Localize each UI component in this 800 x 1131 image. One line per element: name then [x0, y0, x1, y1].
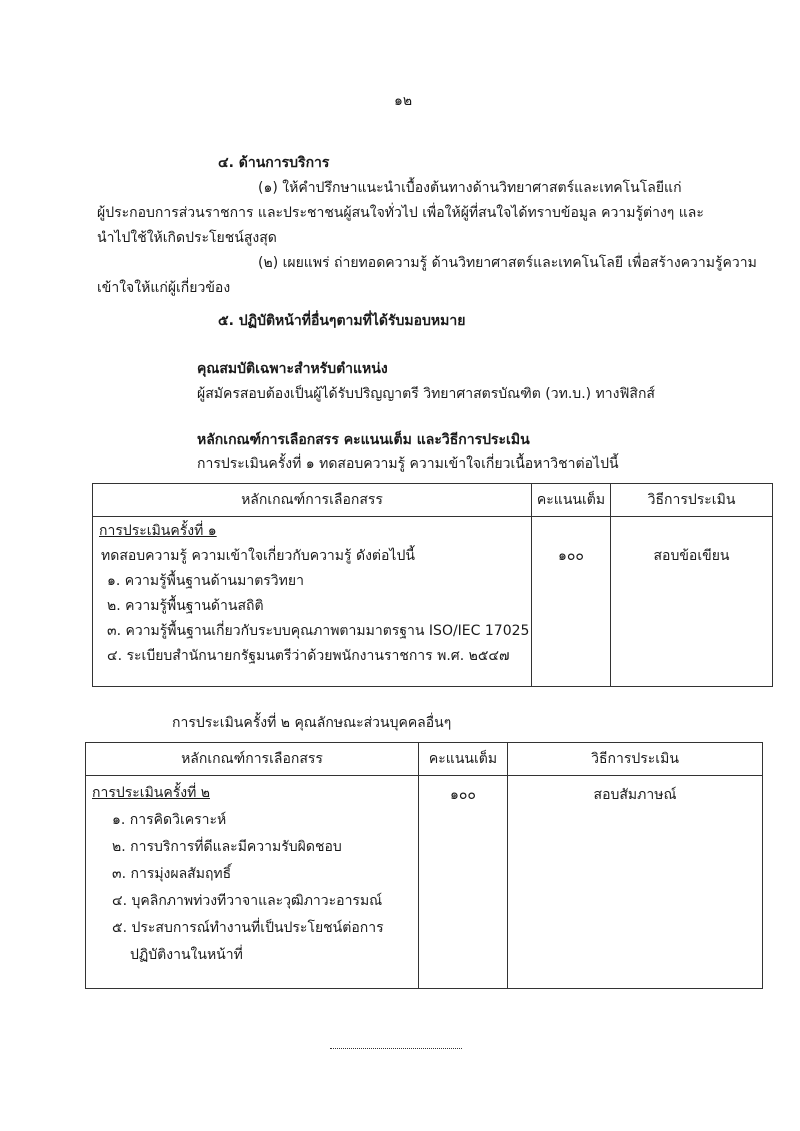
header-criteria: หลักเกณฑ์การเลือกสรร — [86, 743, 419, 776]
header-method: วิธีการประเมิน — [508, 743, 763, 776]
qualifications-heading: คุณสมบัติเฉพาะสำหรับตำแหน่ง — [197, 361, 388, 377]
header-score: คะแนนเต็ม — [532, 484, 611, 517]
round2-item: ๒. การบริการที่ดีและมีความรับผิดชอบ — [112, 839, 342, 855]
section5-heading: ๕. ปฏิบัติหน้าที่อื่นๆตามที่ได้รับมอบหมาย — [218, 313, 466, 329]
page-number: ๑๒ — [394, 93, 413, 109]
round1-item: ๔. ระเบียบสำนักนายกรัฐมนตรีว่าด้วยพนักงานราชการ พ.ศ. ๒๕๔๗ — [107, 648, 510, 664]
round2-score: ๑๐๐ — [419, 776, 508, 989]
header-method: วิธีการประเมิน — [611, 484, 773, 517]
section4-item1-line2: ผู้ประกอบการส่วนราชการ และประชาชนผู้สนใจทั่วไป เพื่อให้ผู้ที่สนใจได้ทราบข้อมูล ความรู้ต่างๆ และ — [97, 205, 704, 221]
round2-title: การประเมินครั้งที่ ๒ — [92, 785, 210, 801]
round1-title: การประเมินครั้งที่ ๑ — [99, 523, 217, 539]
section4-item1-line1: (๑) ให้คำปรึกษาแนะนำเบื้องต้นทางด้านวิทยาศาสตร์และเทคโนโลยีแก่ — [258, 180, 682, 196]
round2-item: ๓. การมุ่งผลสัมฤทธิ์ — [112, 866, 232, 882]
round2-item: ๑. การคิดวิเคราะห์ — [112, 812, 227, 828]
round1-table — [92, 483, 773, 687]
end-dotted-divider — [330, 1048, 462, 1049]
criteria-heading: หลักเกณฑ์การเลือกสรร คะแนนเต็ม และวิธีการประเมิน — [197, 432, 530, 448]
qualifications-text: ผู้สมัครสอบต้องเป็นผู้ได้รับปริญญาตรี วิทยาศาสตรบัณฑิต (วท.บ.) ทางฟิสิกส์ — [197, 386, 655, 402]
round1-item: ๑. ความรู้พื้นฐานด้านมาตรวิทยา — [107, 573, 304, 589]
round2-item: ๕. ประสบการณ์ทำงานที่เป็นประโยชน์ต่อการ — [112, 920, 384, 936]
round1-intro: การประเมินครั้งที่ ๑ ทดสอบความรู้ ความเข้าใจเกี่ยวเนื้อหาวิชาต่อไปนี้ — [197, 456, 619, 472]
header-criteria: หลักเกณฑ์การเลือกสรร — [93, 484, 532, 517]
round1-item: ๒. ความรู้พื้นฐานด้านสถิติ — [107, 598, 264, 614]
round2-item-continuation: ปฏิบัติงานในหน้าที่ — [130, 947, 243, 963]
section4-item1-line3: นำไปใช้ให้เกิดประโยชน์สูงสุด — [97, 230, 277, 246]
round2-item: ๔. บุคลิกภาพท่วงทีวาจาและวุฒิภาวะอารมณ์ — [112, 893, 383, 909]
criteria-cell — [86, 776, 419, 989]
round1-desc: ทดสอบความรู้ ความเข้าใจเกี่ยวกับความรู้ ดังต่อไปนี้ — [101, 548, 415, 564]
section4-heading: ๔. ด้านการบริการ — [218, 155, 330, 171]
round1-score: ๑๐๐ — [532, 517, 611, 687]
header-score: คะแนนเต็ม — [419, 743, 508, 776]
section4-item2-line2: เข้าใจให้แก่ผู้เกี่ยวข้อง — [97, 280, 231, 296]
round2-table — [85, 742, 763, 989]
round2-intro: การประเมินครั้งที่ ๒ คุณลักษณะส่วนบุคคลอื่นๆ — [172, 715, 452, 731]
round2-method: สอบสัมภาษณ์ — [508, 776, 763, 989]
section4-item2-line1: (๒) เผยแพร่ ถ่ายทอดความรู้ ด้านวิทยาศาสตร์และเทคโนโลยี เพื่อสร้างความรู้ความ — [258, 255, 757, 271]
round1-item: ๓. ความรู้พื้นฐานเกี่ยวกับระบบคุณภาพตามมาตรฐาน ISO/IEC 17025 — [107, 623, 530, 639]
criteria-cell — [93, 517, 532, 687]
round1-method: สอบข้อเขียน — [611, 517, 773, 687]
